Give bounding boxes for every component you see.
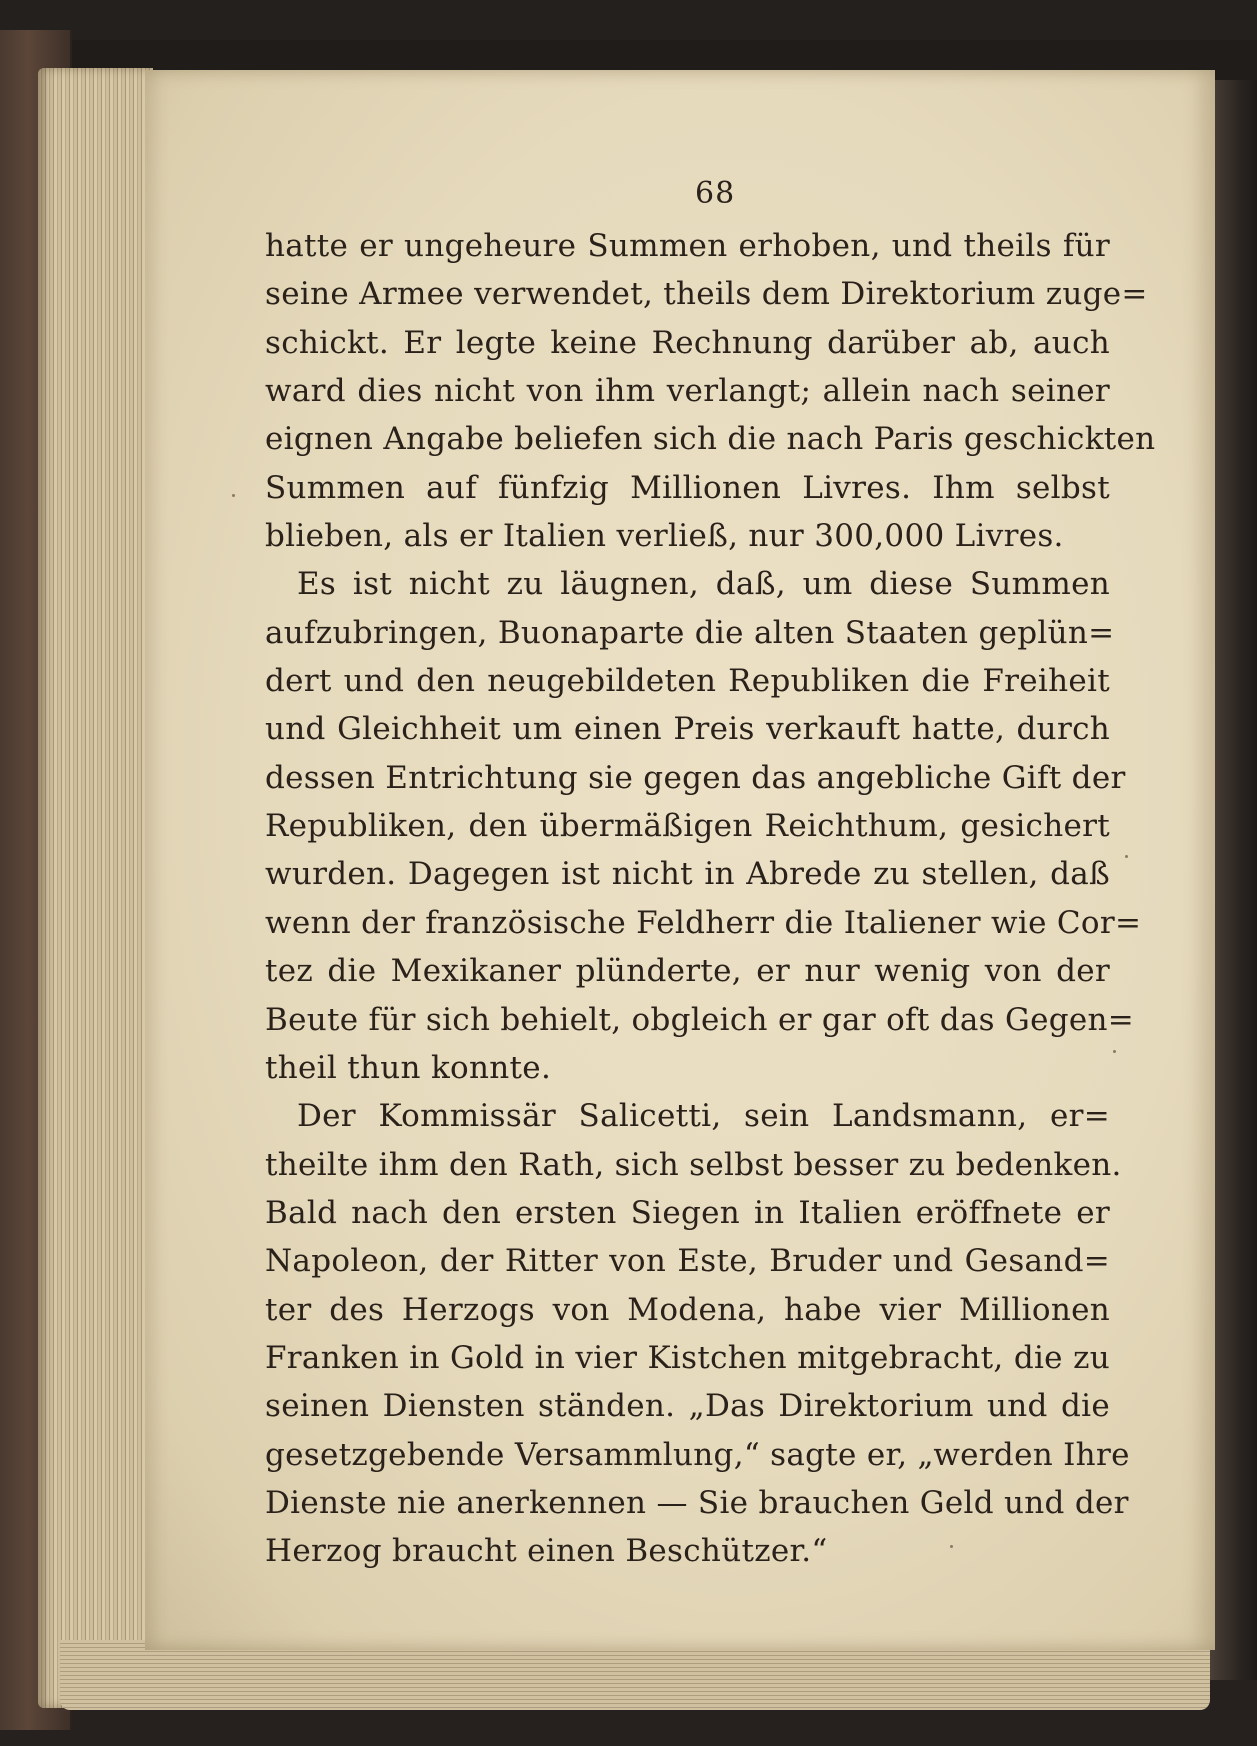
page-number: 68 bbox=[695, 176, 736, 211]
text-line: theilte ihm den Rath, sich selbst besser zu bedenken. bbox=[265, 1146, 1122, 1183]
text-line: Bald nach den ersten Siegen in Italien eröffnete er bbox=[265, 1194, 1110, 1231]
text-line: hatte er ungeheure Summen erhoben, und theils für bbox=[265, 228, 1110, 264]
text-line: Herzog braucht einen Beschützer.“ bbox=[265, 1533, 828, 1570]
background-top bbox=[0, 0, 1257, 40]
page-body-text bbox=[265, 222, 1156, 1576]
text-line: seine Armee verwendet, theils dem Direktorium zuge= bbox=[265, 276, 1148, 313]
paper-speck bbox=[1113, 1050, 1116, 1053]
text-line: Franken in Gold in vier Kistchen mitgebracht, die zu bbox=[265, 1339, 1110, 1376]
text-line: Der Kommissär Salicetti, sein Landsmann, er= bbox=[297, 1098, 1110, 1135]
text-line: Republiken, den übermäßigen Reichthum, gesichert bbox=[265, 808, 1110, 845]
book-gutter-shadow bbox=[1210, 80, 1257, 1680]
text-line: Es ist nicht zu läugnen, daß, um diese Summen bbox=[297, 566, 1110, 603]
text-line: gesetzgebende Versammlung,“ sagte er, „werden Ihre bbox=[265, 1436, 1130, 1473]
text-line: aufzubringen, Buonaparte die alten Staaten geplün= bbox=[265, 614, 1115, 651]
text-line: Dienste nie anerkennen — Sie brauchen Geld und der bbox=[265, 1484, 1129, 1521]
text-line: Napoleon, der Ritter von Este, Bruder und Gesand= bbox=[265, 1243, 1110, 1280]
text-line: ter des Herzogs von Modena, habe vier Millionen bbox=[265, 1291, 1110, 1328]
page-stack-bottom bbox=[60, 1640, 1210, 1710]
text-line: seinen Diensten ständen. „Das Direktorium und die bbox=[265, 1388, 1110, 1425]
text-line: tez die Mexikaner plünderte, er nur wenig von der bbox=[265, 953, 1110, 990]
text-line: wenn der französische Feldherr die Italiener wie Cor= bbox=[265, 904, 1142, 941]
text-line: Beute für sich behielt, obgleich er gar oft das Gegen= bbox=[265, 1001, 1135, 1038]
text-line: blieben, als er Italien verließ, nur 300,000 Livres. bbox=[265, 518, 1064, 555]
text-line: Summen auf fünfzig Millionen Livres. Ihm selbst bbox=[265, 469, 1110, 506]
text-line: schickt. Er legte keine Rechnung darüber ab, auch bbox=[265, 324, 1110, 361]
text-line: und Gleichheit um einen Preis verkauft hatte, durch bbox=[265, 711, 1110, 748]
text-line: dessen Entrichtung sie gegen das angebliche Gift der bbox=[265, 759, 1126, 796]
text-line: wurden. Dagegen ist nicht in Abrede zu stellen, daß bbox=[265, 856, 1110, 893]
text-line: theil thun konnte. bbox=[265, 1049, 552, 1086]
text-line: ward dies nicht von ihm verlangt; allein nach seiner bbox=[265, 373, 1110, 410]
text-line: eignen Angabe beliefen sich die nach Paris geschickten bbox=[265, 421, 1156, 458]
paper-speck bbox=[232, 494, 235, 497]
page-stack-edges bbox=[38, 68, 153, 1708]
paper-speck bbox=[1125, 855, 1128, 858]
text-line: dert und den neugebildeten Republiken die Freiheit bbox=[265, 663, 1110, 700]
